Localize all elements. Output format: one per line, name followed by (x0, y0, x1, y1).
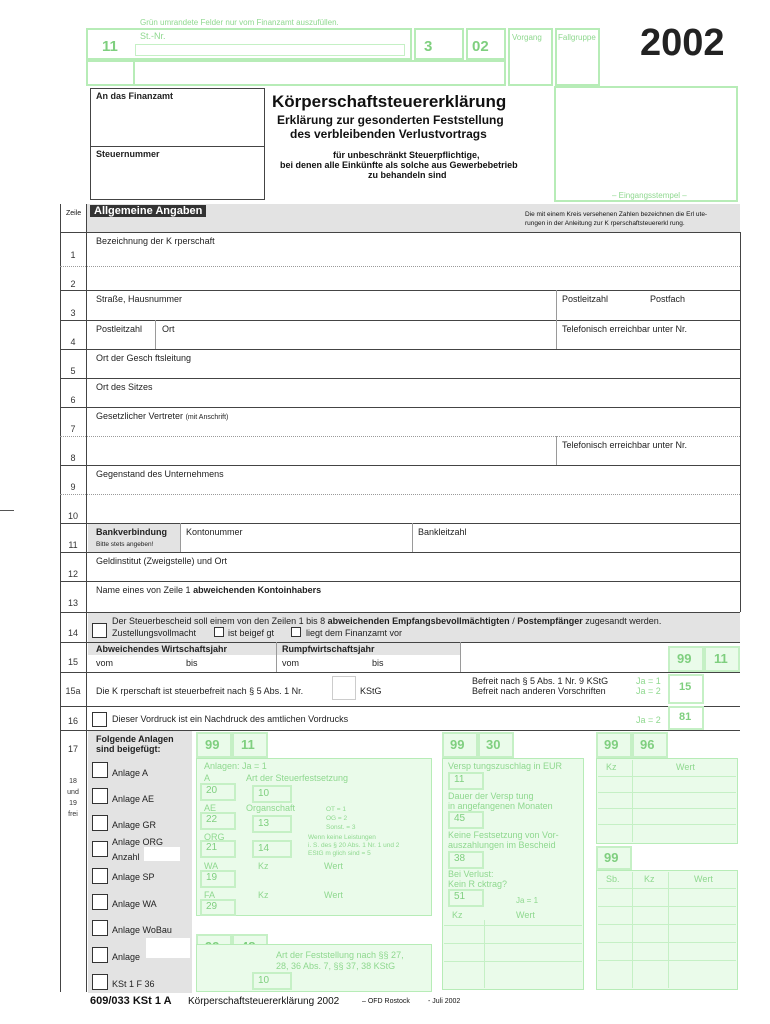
wert-label-2: Wert (324, 890, 343, 900)
sonst3: Sonst. = 3 (326, 824, 356, 831)
kz-label-4: Kz (606, 762, 617, 772)
stnr-label: St.-Nr. (140, 31, 166, 41)
wenn2: i. S. des § 20 Abs. 1 Nr. 1 und 2 (308, 842, 400, 849)
nachdruck-label: Dieser Vordruck ist ein Nachdruck des amtlichen Vordrucks (112, 714, 349, 724)
office-b5-99: 99 (604, 850, 619, 865)
telefon-label-2: Telefonisch erreichbar unter Nr. (562, 440, 688, 450)
kz-label: Kz (258, 861, 269, 871)
ot1: OT = 1 (326, 806, 346, 813)
scope-1: für unbeschränkt Steuerpflichtige, (333, 150, 480, 160)
ort-label: Ort (162, 324, 175, 334)
line-number: 11 (68, 540, 78, 550)
line-number: 16 (67, 716, 78, 726)
side-note: 19 (69, 800, 77, 807)
fa-label: FA (204, 890, 216, 900)
gegenstand-label: Gegenstand des Unternehmens (96, 469, 224, 479)
code-3: 3 (424, 38, 433, 55)
company-name-field[interactable] (88, 246, 738, 288)
v20: 20 (206, 785, 218, 796)
steuerbefreit-label: Die K rperschaft ist steuerbefreit nach § 5 Abs. 1 Nr. (96, 686, 304, 696)
office-panel-4 (596, 758, 738, 844)
scope-2: bei denen alle Einkünfte als solche aus Gewerbebetrieb (280, 160, 518, 170)
bank-note: Bitte stets angeben! (96, 541, 154, 548)
section-title: Allgemeine Angaben (90, 205, 206, 217)
art-feststellung-1: Art der Feststellung nach §§ 27, (276, 950, 404, 960)
v38: 38 (454, 853, 466, 864)
anlage-org-label: Anlage ORG (112, 837, 164, 847)
an-das-finanzamt: An das Finanzamt (96, 91, 174, 101)
v10: 10 (258, 788, 270, 799)
empfang-text (112, 616, 661, 626)
kstg-label: KStG (360, 686, 382, 696)
anlage-a-checkbox[interactable] (92, 762, 108, 778)
versp-label: Versp tungszuschlag in EUR (448, 761, 563, 771)
stnr-box-2[interactable] (86, 60, 506, 86)
office-b4-96: 96 (640, 737, 655, 752)
anlagen-ja-label: Anlagen: Ja = 1 (204, 761, 267, 771)
v13: 13 (258, 818, 270, 829)
anlage-org-checkbox[interactable] (92, 841, 108, 857)
zeile-label: Zeile (66, 210, 82, 217)
a-label: A (204, 773, 211, 783)
anlage-wobau-label: Anlage WoBau (112, 925, 172, 935)
line-number: 17 (67, 744, 78, 754)
anlage-sp-label: Anlage SP (112, 872, 155, 882)
office-b3-99: 99 (450, 737, 465, 752)
verlust-1: Bei Verlust: (448, 869, 494, 879)
line-number: 7 (70, 424, 76, 434)
section-note-2: rungen in der Anleitung zur K rperschaftsteuererkl rung. (525, 220, 685, 227)
v14: 14 (258, 843, 270, 854)
abweichendes-wj-label: Abweichendes Wirtschaftsjahr (96, 644, 227, 654)
office-15: 15 (679, 681, 692, 693)
street-label: Straße, Hausnummer (96, 294, 183, 304)
postleitzahl-label: Postleitzahl (562, 294, 609, 304)
dauer-1: Dauer der Versp tung (448, 791, 534, 801)
finanzamt-box[interactable] (90, 88, 265, 200)
line-number: 14 (67, 628, 78, 638)
side-note: und (67, 789, 79, 796)
zustellungsvollmacht-label: Zustellungsvollmacht (112, 628, 197, 638)
kontoinhaber-bold: abweichenden Kontoinhabers (193, 585, 322, 595)
form-title: Körperschaftsteuererklärung (272, 92, 507, 111)
wenn3: EStG m glich sind = 5 (308, 850, 371, 857)
header-note: Grün umrandete Felder nur vom Finanzamt auszufüllen. (140, 18, 339, 27)
anlage-ae-label: Anlage AE (112, 794, 155, 804)
keine-2: auszahlungen im Bescheid (448, 840, 556, 850)
line-number: 13 (67, 598, 78, 608)
company-name-label: Bezeichnung der K rperschaft (96, 236, 215, 246)
telefon-label: Telefonisch erreichbar unter Nr. (562, 324, 688, 334)
steuerbefreit-nr-field[interactable] (332, 676, 356, 700)
form-subtitle-2: des verbleibenden Verlustvortrags (290, 127, 487, 141)
scope-3: zu behandeln sind (368, 170, 447, 180)
office-b1-11: 11 (241, 737, 255, 752)
office-b3-30: 30 (486, 737, 501, 752)
befreit-andere-label: Befreit nach anderen Vorschriften (472, 686, 606, 696)
art-feststellung-2: 28, 36 Abs. 7, §§ 37, 38 KStG (276, 961, 396, 971)
fallgruppe-label: Fallgruppe (558, 33, 596, 42)
empfang-text-c: / (512, 616, 515, 626)
ja-1-label-2: Ja = 1 (516, 896, 539, 905)
anlagen-title-2: sind beigefügt: (96, 744, 161, 754)
anlagen-title-1: Folgende Anlagen (96, 734, 174, 744)
postleitzahl-label-2: Postleitzahl (96, 324, 143, 334)
ae-label: AE (204, 803, 217, 813)
empfang-text-e: zugesandt werden. (585, 616, 662, 626)
v22: 22 (206, 814, 218, 825)
side-note: frei (68, 811, 78, 818)
keine-1: Keine Festsetzung von Vor- (448, 830, 559, 840)
anlage-gr-checkbox[interactable] (92, 815, 108, 831)
bankverbindung-label: Bankverbindung (96, 527, 168, 537)
wert-label-5: Wert (694, 874, 713, 884)
postfach-label: Postfach (650, 294, 686, 304)
liegt-vor-label: liegt dem Finanzamt vor (306, 628, 403, 638)
office-b1-99: 99 (205, 737, 220, 752)
v21: 21 (206, 842, 218, 853)
sb-label: Sb. (606, 874, 620, 884)
line-number: 8 (70, 453, 76, 463)
anlage-other-checkbox[interactable] (92, 947, 108, 963)
line-number: 15a (65, 686, 81, 696)
vertreter-text: Gesetzlicher Vertreter (96, 411, 184, 421)
wert-label-3: Wert (516, 910, 535, 920)
line-number: 10 (67, 511, 78, 521)
kontoinhaber-prefix: Name eines von Zeile 1 (96, 585, 191, 595)
steuernummer-label: Steuernummer (96, 149, 160, 159)
eingangsstempel-box (554, 86, 738, 202)
wa-label: WA (204, 861, 219, 871)
footer-date: - Juli 2002 (428, 998, 461, 1005)
eingangsstempel-label: – Eingangsstempel – (612, 191, 687, 200)
footer-title: Körperschaftsteuererklärung 2002 (188, 996, 340, 1007)
kontoinhaber-label (96, 585, 321, 595)
empfangsbevollmaechtigter-checkbox[interactable] (92, 623, 107, 638)
office-99: 99 (677, 651, 692, 666)
office-b4-99: 99 (604, 737, 619, 752)
anzahl-label: Anzahl (112, 852, 140, 862)
line-number: 1 (70, 250, 76, 260)
anlage-other-field[interactable] (146, 938, 190, 958)
anlage-gr-label: Anlage GR (112, 820, 157, 830)
anlage-wa-label: Anlage WA (112, 899, 157, 909)
org2-label: ORG (204, 832, 225, 842)
bis-label: bis (186, 658, 198, 668)
empfang-text-d: Postempfänger (517, 616, 583, 626)
v51: 51 (454, 891, 466, 902)
kontonummer-label: Kontonummer (186, 527, 243, 537)
vertreter-small: (mit Anschrift) (185, 414, 229, 421)
empfang-text-b: abweichenden Empfangsbevollmächtigten (327, 616, 510, 626)
anlage-wa-checkbox[interactable] (92, 894, 108, 910)
kz-label-5: Kz (644, 874, 655, 884)
anlage-wobau-checkbox[interactable] (92, 920, 108, 936)
wert-label-4: Wert (676, 762, 695, 772)
vom-label: vom (96, 658, 114, 668)
liegt-vor-checkbox[interactable] (291, 627, 301, 637)
empfang-text-a: Der Steuerbescheid soll einem von den Zeilen 1 bis 8 (112, 616, 326, 626)
kz-label-2: Kz (258, 890, 269, 900)
ja-1-label: Ja = 1 (636, 676, 661, 686)
ja-2-label-2: Ja = 2 (636, 715, 661, 725)
wenn1: Wenn keine Leistungen (308, 834, 376, 841)
anlage-sp-checkbox[interactable] (92, 868, 108, 884)
kz-label-3: Kz (452, 910, 463, 920)
code-11: 11 (102, 38, 118, 55)
section-note-1: Die mit einem Kreis versehenen Zahlen bezeichnen die Erl ute- (525, 211, 708, 218)
form-subtitle-1: Erklärung zur gesonderten Feststellung (277, 113, 504, 127)
anlage-other-label: Anlage (112, 952, 141, 962)
bankleitzahl-label: Bankleitzahl (418, 527, 467, 537)
geldinstitut-label: Geldinstitut (Zweigstelle) und Ort (96, 556, 228, 566)
line-number: 9 (70, 482, 76, 492)
code-3-box[interactable] (414, 28, 464, 60)
line-number: 15 (67, 657, 78, 667)
verlust-2: Kein R cktrag? (448, 879, 508, 889)
wert-label: Wert (324, 861, 343, 871)
beigefuegt-label: ist beigef gt (228, 628, 275, 638)
footer-code: 609/033 KSt 1 A (90, 995, 172, 1007)
vorgang-label: Vorgang (512, 33, 542, 42)
year: 2002 (640, 22, 725, 64)
line-number: 5 (70, 366, 76, 376)
code-02: 02 (472, 38, 489, 55)
befreit-9-label: Befreit nach § 5 Abs. 1 Nr. 9 KStG (472, 676, 609, 686)
footer-ofd: – OFD Rostock (362, 998, 410, 1005)
side-note: 18 (69, 778, 77, 785)
geschaeftsleitung-label: Ort der Gesch ftsleitung (96, 353, 192, 363)
kst1f36-label: KSt 1 F 36 (112, 979, 155, 989)
anzahl-field[interactable] (144, 847, 180, 861)
line-number: 4 (70, 337, 76, 347)
org-label: Organschaft (246, 803, 296, 813)
v19: 19 (206, 872, 218, 883)
v45: 45 (454, 813, 466, 824)
v29: 29 (206, 901, 218, 912)
art-label: Art der Steuerfestsetzung (246, 773, 349, 783)
og2: OG = 2 (326, 815, 348, 822)
line-number: 12 (67, 569, 78, 579)
anlage-ae-checkbox[interactable] (92, 788, 108, 804)
rumpf-wj-label: Rumpfwirtschaftsjahr (282, 644, 375, 654)
dauer-2: in angefangenen Monaten (448, 801, 553, 811)
vertreter-label (96, 411, 228, 421)
beigefuegt-checkbox[interactable] (214, 627, 224, 637)
office-11: 11 (714, 651, 728, 666)
v11: 11 (454, 774, 465, 785)
vom-label-2: vom (282, 658, 300, 668)
line-number: 2 (70, 279, 76, 289)
line-number: 3 (70, 308, 76, 318)
v10b: 10 (258, 975, 270, 986)
line-number: 6 (70, 395, 76, 405)
nachdruck-checkbox[interactable] (92, 712, 107, 727)
sitz-label: Ort des Sitzes (96, 382, 153, 392)
office-81: 81 (679, 711, 692, 723)
bis-label-2: bis (372, 658, 384, 668)
ja-2-label: Ja = 2 (636, 686, 661, 696)
kst1f36-checkbox[interactable] (92, 974, 108, 990)
anlage-a-label: Anlage A (112, 768, 149, 778)
